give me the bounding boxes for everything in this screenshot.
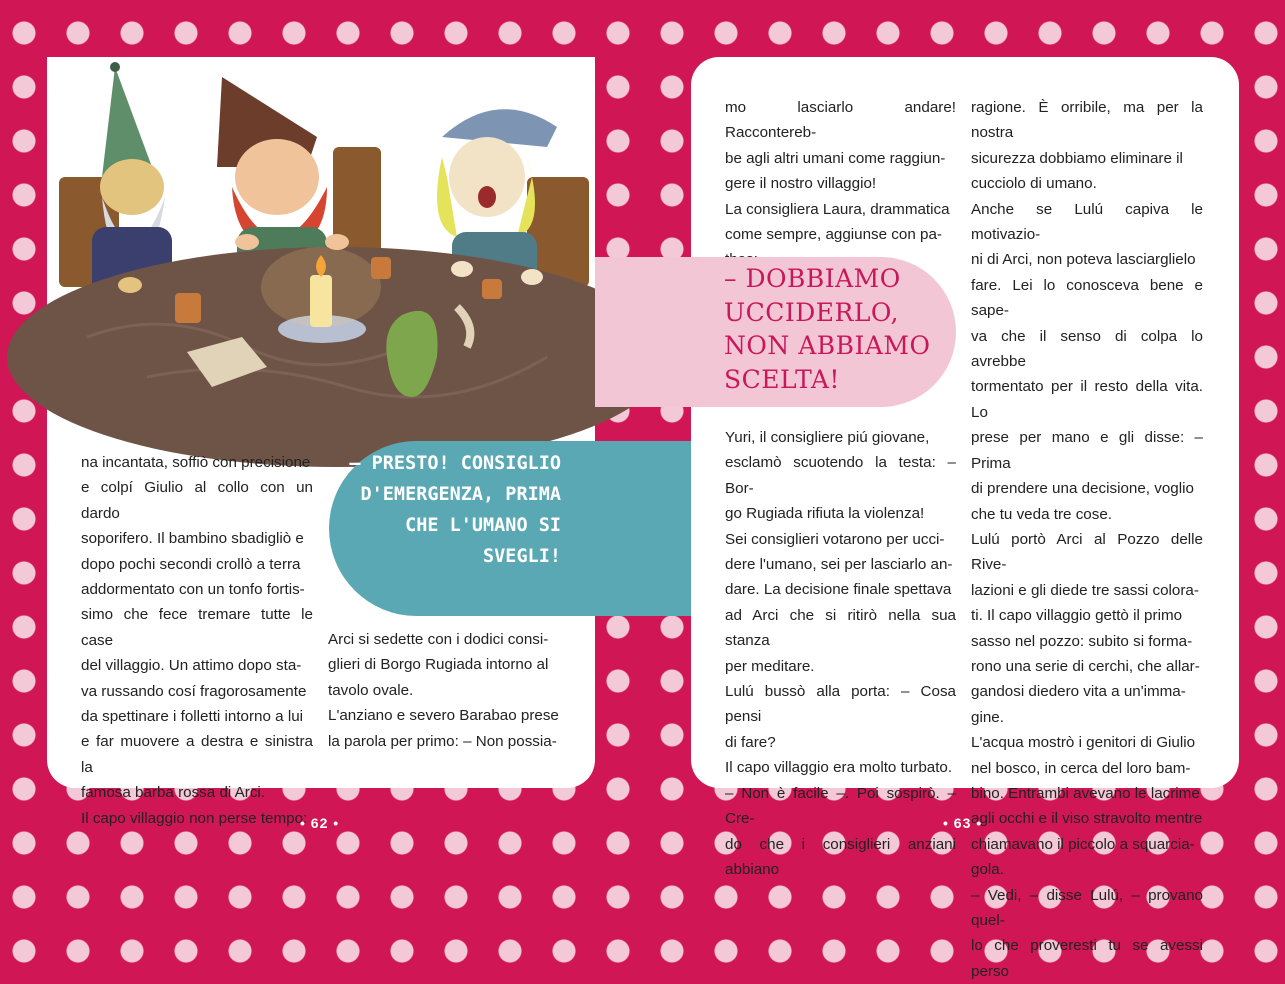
text-line: la parola per primo: – Non possia-: [328, 732, 557, 750]
text-line: Yuri, il consigliere piú giovane,: [725, 429, 930, 446]
text-line: dare. La decisione finale spettava: [725, 581, 952, 599]
text-line: prese per mano e gli disse: – Prima: [971, 429, 1203, 472]
right-text-column-2: [971, 95, 1203, 984]
text-line: be agli altri umani come raggiun-: [725, 149, 946, 167]
text-line: ni di Arci, non poteva lasciarglielo: [971, 251, 1196, 269]
text-line: di fare?: [725, 733, 776, 751]
right-text-column-1a: [725, 95, 956, 273]
text-line: chiamavano il piccolo a squarcia-: [971, 835, 1195, 853]
text-line: – Vedi, – disse Lulú, – provano quel-: [971, 886, 1203, 929]
text-line: sasso nel pozzo: subito si forma-: [971, 632, 1193, 650]
text-line: da spettinare i folletti intorno a lui: [81, 708, 304, 726]
text-line: La consigliera Laura, drammatica: [725, 200, 950, 218]
text-line: ti. Il capo villaggio gettò il primo: [971, 607, 1183, 625]
text-line: mo lasciarlo andare! Raccontereb-: [725, 99, 956, 142]
text-line: simo che fece tremare tutte le case: [81, 606, 313, 649]
text-line: – Non è facile –. Poi sospirò. – Cre-: [725, 784, 956, 828]
text-line: Il capo villaggio non perse tempo:: [81, 809, 308, 827]
text-line: do che i consiglieri anziani abbiano: [725, 835, 956, 878]
text-line: famosa barba rossa di Arci.: [81, 784, 266, 802]
text-line: nel bosco, in cerca del loro bam-: [971, 759, 1191, 777]
text-line: rono una serie di cerchi, che allar-: [971, 657, 1200, 675]
text-line: gine.: [971, 708, 1004, 726]
text-line: che tu veda tre cose.: [971, 505, 1112, 523]
text-line: lo che proveresti tu se avessi perso: [971, 937, 1203, 980]
text-line: tormentato per il resto della vita. Lo: [971, 378, 1203, 421]
text-line: bino. Entrambi avevano le lacrime: [971, 784, 1200, 802]
text-line: gandosi diedero vita a un'imma-: [971, 683, 1186, 701]
text-line: Lulú portò Arci al Pozzo delle Rive-: [971, 530, 1203, 574]
text-line: glieri di Borgo Rugiada intorno al: [328, 656, 549, 674]
text-line: Arci si sedette con i dodici consi-: [328, 631, 549, 648]
right-text-column-1b: [725, 425, 956, 882]
text-line: dopo pochi secondi crollò a terra: [81, 555, 301, 573]
text-line: di prendere una decisione, voglio: [971, 480, 1194, 498]
text-line: soporifero. Il bambino sbadigliò e: [81, 530, 304, 548]
text-line: come sempre, aggiunse con pa-: [725, 226, 942, 244]
text-line: lazioni e gli diede tre sassi colora-: [971, 581, 1199, 599]
text-line: ad Arci che si ritirò nella sua stanza: [725, 606, 956, 650]
text-line: go Rugiada rifiuta la violenza!: [725, 505, 925, 523]
text-line: sicurezza dobbiamo eliminare il: [971, 149, 1183, 167]
text-line: del villaggio. Un attimo dopo sta-: [81, 657, 302, 675]
text-line: va russando cosí fragorosamente: [81, 682, 307, 700]
text-line: tavolo ovale.: [328, 681, 414, 699]
text-line: Anche se Lulú capiva le motivazio-: [971, 200, 1203, 244]
text-line: Il capo villaggio era molto turbato.: [725, 759, 953, 777]
text-line: addormentato con un tonfo fortis-: [81, 581, 305, 599]
text-line: ragione. È orribile, ma per la nostra: [971, 99, 1203, 142]
gnome-council-illustration: [47, 57, 595, 403]
teal-callout-text: – PRESTO! CONSIGLIO D'EMERGENZA, PRIMA CHE L'UMANO SI SVEGLI!: [349, 453, 561, 567]
text-line: Lulú bussò alla porta: – Cosa pensi: [725, 683, 956, 726]
page-number-right: • 63 •: [943, 815, 983, 831]
text-line: e far muovere a destra e sinistra la: [81, 733, 313, 776]
text-line: cucciolo di umano.: [971, 175, 1097, 193]
text-line: dere l'umano, sei per lasciarlo an-: [725, 556, 953, 574]
text-line: e colpí Giulio al collo con un dardo: [81, 479, 313, 522]
left-text-column-2: [328, 627, 560, 754]
text-line: L'anziano e severo Barabao prese: [328, 707, 559, 725]
text-line: gola.: [971, 861, 1004, 879]
page-number-left: • 62 •: [300, 815, 340, 831]
text-line: per meditare.: [725, 657, 815, 675]
text-line: fare. Lei lo conosceva bene e sape-: [971, 276, 1203, 320]
text-line: va che il senso di colpa lo avrebbe: [971, 327, 1203, 371]
text-line: L'acqua mostrò i genitori di Giulio: [971, 734, 1196, 752]
text-line: agli occhi e il viso stravolto mentre: [971, 810, 1203, 828]
left-text-column-1: [81, 450, 313, 831]
text-line: esclamò scuotendo la testa: – Bor-: [725, 454, 956, 497]
pink-callout-text: – DOBBIAMO UCCIDERLO, NON ABBIAMO SCELTA!: [724, 264, 931, 394]
text-line: na incantata, soffiò con precisione: [81, 454, 311, 471]
text-line: Sei consiglieri votarono per ucci-: [725, 530, 945, 548]
text-line: gere il nostro villaggio!: [725, 175, 877, 193]
